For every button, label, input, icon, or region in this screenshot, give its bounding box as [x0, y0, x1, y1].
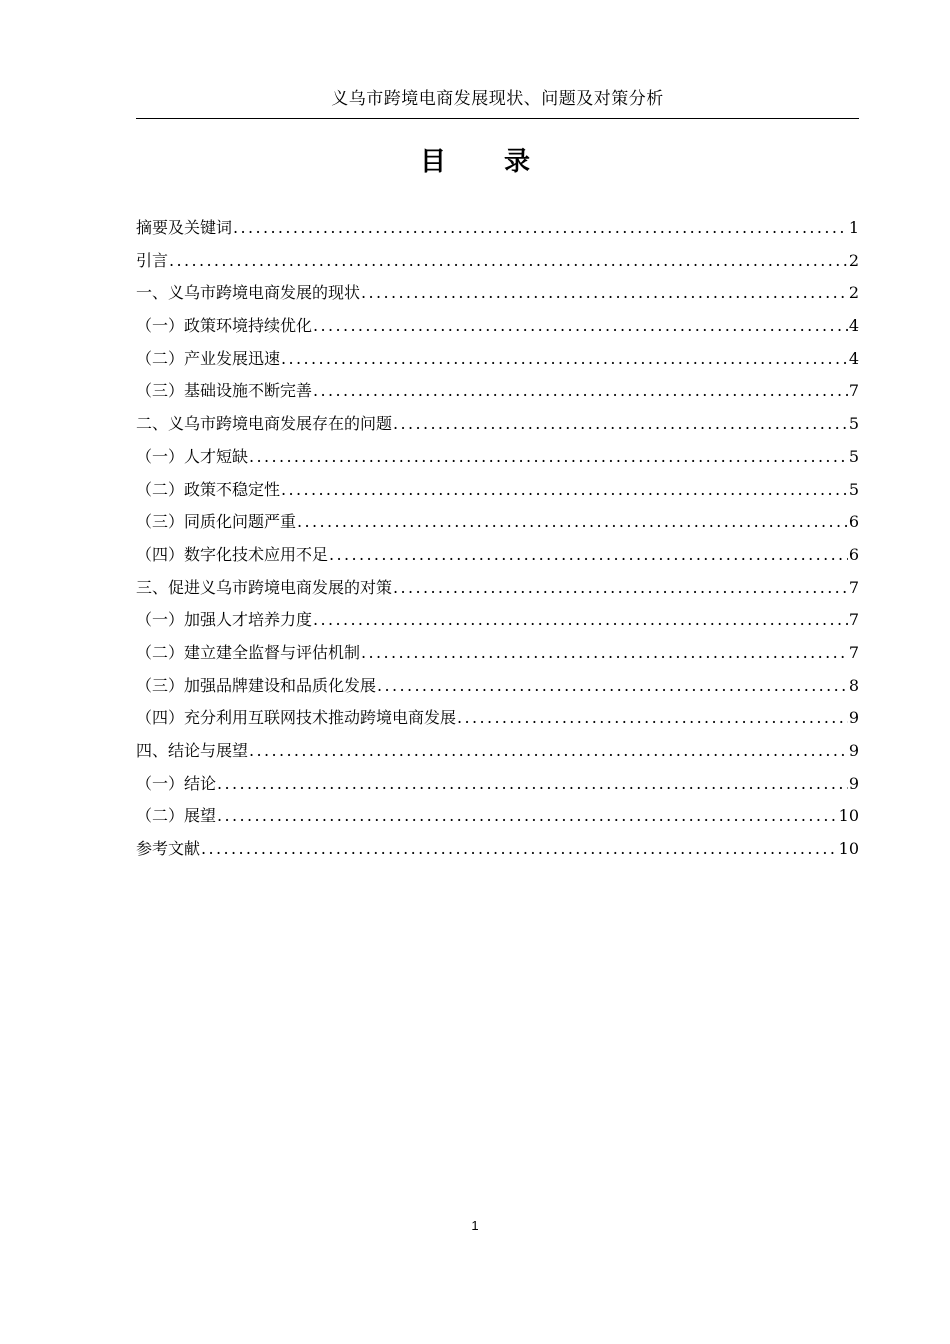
- toc-entry-section-2-3[interactable]: [136, 506, 859, 539]
- toc-entry-chapter-3[interactable]: [136, 572, 859, 605]
- toc-entry-label: 引言: [136, 250, 169, 270]
- toc-entry-label: 二、义乌市跨境电商发展存在的问题: [136, 414, 393, 434]
- toc-entry-label: （三）同质化问题严重: [136, 512, 297, 532]
- dot-leader: [377, 670, 848, 703]
- toc-entry-page: 7: [848, 642, 859, 662]
- toc-entry-page: 1: [848, 218, 859, 237]
- toc-entry-section-3-2[interactable]: [136, 637, 859, 670]
- toc-entry-chapter-4[interactable]: [136, 735, 859, 768]
- toc-entry-section-2-1[interactable]: [136, 441, 859, 474]
- dot-leader: [361, 277, 848, 310]
- toc-entry-section-1-3[interactable]: [136, 375, 859, 408]
- toc-entry-label: （四）充分利用互联网技术推动跨境电商发展: [136, 708, 457, 728]
- dot-leader: [233, 212, 848, 245]
- toc-entry-section-4-2[interactable]: [136, 800, 859, 833]
- toc-entry-section-1-1[interactable]: [136, 310, 859, 343]
- running-header: 义乌市跨境电商发展现状、问题及对策分析: [331, 89, 664, 109]
- toc-entry-label: 四、结论与展望: [136, 741, 249, 760]
- dot-leader: [281, 474, 848, 507]
- toc-entry-label: 三、促进义乌市跨境电商发展的对策: [136, 577, 393, 597]
- dot-leader: [393, 408, 848, 441]
- toc-entry-section-4-1[interactable]: [136, 768, 859, 801]
- toc-entry-page: 9: [848, 708, 859, 728]
- dot-leader: [313, 604, 848, 637]
- toc-entry-label: （二）展望: [136, 806, 217, 826]
- dot-leader: [313, 310, 848, 343]
- toc-entry-label: 一、义乌市跨境电商发展的现状: [136, 283, 361, 303]
- page-number: 1: [471, 1218, 479, 1233]
- toc-entry-label: （一）加强人才培养力度: [136, 610, 313, 630]
- toc-entry-section-1-2[interactable]: [136, 343, 859, 376]
- table-of-contents: [136, 212, 859, 866]
- toc-entry-label: （一）结论: [136, 773, 217, 793]
- toc-entry-page: 7: [848, 577, 859, 597]
- toc-entry-page: 9: [848, 773, 859, 793]
- toc-entry-label: 参考文献: [136, 839, 201, 859]
- dot-leader: [313, 375, 848, 408]
- toc-entry-label: 摘要及关键词: [136, 218, 233, 237]
- toc-entry-label: （三）加强品牌建设和品质化发展: [136, 675, 377, 695]
- toc-title-char-1: 目: [419, 147, 446, 177]
- toc-entry-label: （一）人才短缺: [136, 446, 249, 466]
- toc-entry-label: （三）基础设施不断完善: [136, 381, 313, 401]
- toc-entry-page: 4: [848, 348, 859, 368]
- toc-entry-label: （二）政策不稳定性: [136, 479, 281, 499]
- toc-entry-page: 10: [838, 806, 859, 826]
- dot-leader: [297, 506, 848, 539]
- dot-leader: [169, 245, 848, 278]
- toc-entry-label: （二）产业发展迅速: [136, 348, 281, 368]
- dot-leader: [249, 441, 848, 474]
- dot-leader: [361, 637, 848, 670]
- dot-leader: [457, 702, 848, 735]
- toc-entry-label: （二）建立建全监督与评估机制: [136, 642, 361, 662]
- toc-entry-abstract[interactable]: [136, 212, 859, 245]
- toc-entry-section-3-3[interactable]: [136, 670, 859, 703]
- header-divider: [136, 118, 859, 119]
- toc-entry-section-2-2[interactable]: [136, 474, 859, 507]
- toc-entry-page: 10: [838, 839, 859, 859]
- toc-entry-page: 5: [848, 414, 859, 434]
- toc-entry-section-3-4[interactable]: [136, 702, 859, 735]
- toc-entry-chapter-2[interactable]: [136, 408, 859, 441]
- dot-leader: [249, 735, 848, 768]
- dot-leader: [393, 572, 848, 605]
- toc-entry-page: 7: [848, 610, 859, 630]
- toc-entry-page: 9: [848, 741, 859, 760]
- toc-entry-introduction[interactable]: [136, 245, 859, 278]
- toc-entry-page: 6: [848, 544, 859, 564]
- toc-entry-section-3-1[interactable]: [136, 604, 859, 637]
- toc-entry-chapter-1[interactable]: [136, 277, 859, 310]
- toc-entry-page: 6: [848, 512, 859, 532]
- toc-entry-references[interactable]: [136, 833, 859, 866]
- dot-leader: [201, 833, 838, 866]
- toc-title: [0, 142, 950, 182]
- toc-entry-page: 8: [848, 675, 859, 695]
- toc-entry-page: 7: [848, 381, 859, 401]
- toc-entry-label: （一）政策环境持续优化: [136, 316, 313, 336]
- toc-title-char-2: 录: [504, 147, 531, 177]
- dot-leader: [281, 343, 848, 376]
- toc-entry-page: 2: [848, 283, 859, 303]
- toc-entry-page: 4: [848, 316, 859, 336]
- toc-entry-section-2-4[interactable]: [136, 539, 859, 572]
- dot-leader: [217, 800, 838, 833]
- toc-entry-page: 5: [848, 479, 859, 499]
- toc-entry-page: 5: [848, 446, 859, 466]
- dot-leader: [329, 539, 848, 572]
- toc-entry-label: （四）数字化技术应用不足: [136, 544, 329, 564]
- toc-entry-page: 2: [848, 250, 859, 270]
- dot-leader: [217, 768, 848, 801]
